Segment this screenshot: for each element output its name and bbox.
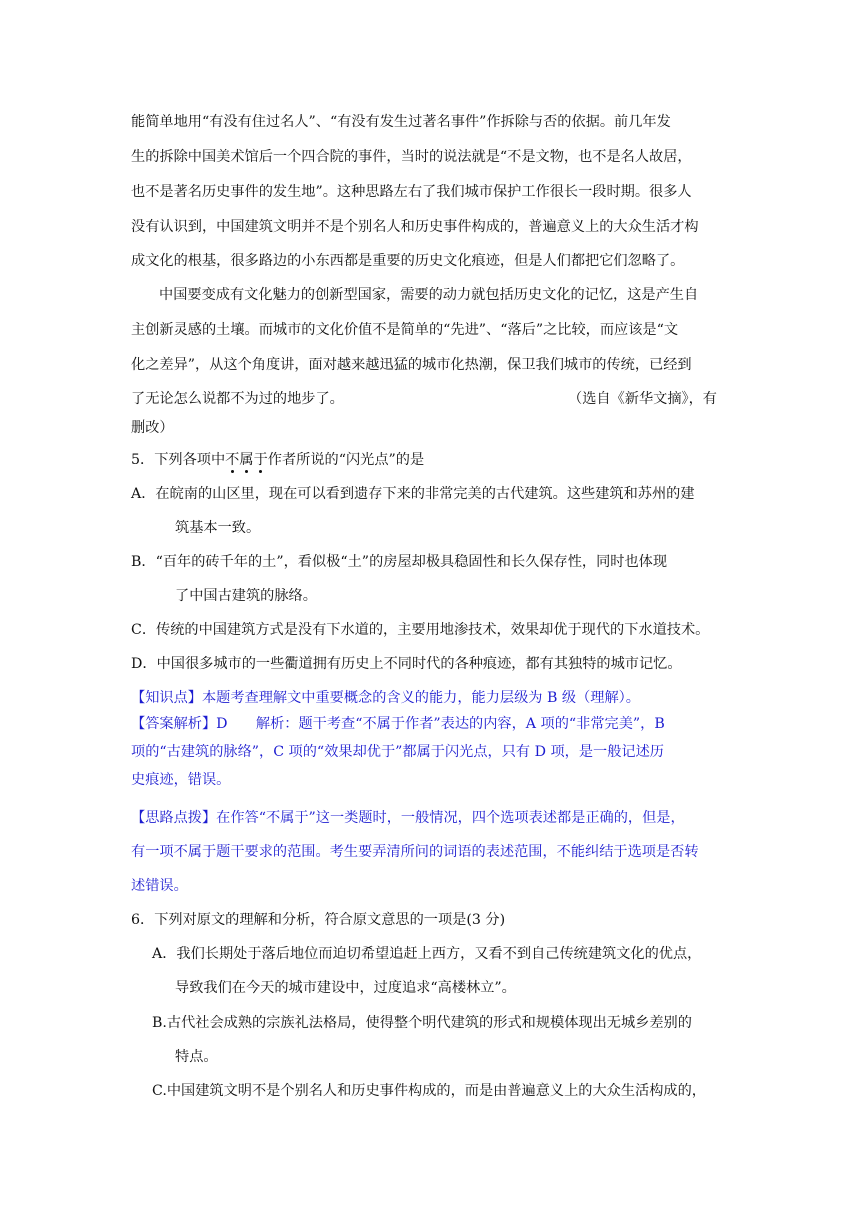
q5-stem-end: 作者所说的“闪光点”的是 xyxy=(267,452,425,468)
q5-option-a-line2: 筑基本一致。 xyxy=(175,520,261,536)
article-p2-line4: 了无论怎么说都不为过的地步了。 xyxy=(131,391,344,407)
article-p1-line2: 生的拆除中国美术馆后一个四合院的事件，当时的说法就是“不是文物，也不是名人故居， xyxy=(131,149,692,165)
q5-option-c: C．传统的中国建筑方式是没有下水道的，主要用地渗技术，效果却优于现代的下水道技术。 xyxy=(131,622,710,638)
q5-stem xyxy=(0,450,860,470)
article-source-continued: 删改） xyxy=(131,420,174,436)
q5-stem-start: 5．下列各项中 xyxy=(131,452,226,468)
q5-option-b-line2: 了中国古建筑的脉络。 xyxy=(175,588,317,604)
article-source: （选自《新华文摘》，有 xyxy=(568,391,717,407)
article-p2-line1: 中国要变成有文化魅力的创新型国家，需要的动力就包括历史文化的记忆，这是产生自 xyxy=(159,287,699,303)
q5-option-d: D．中国很多城市的一些衢道拥有历史上不同时代的各种痕迹，都有其独特的城市记忆。 xyxy=(131,656,682,672)
q6-option-a-line1: A．我们长期处于落后地位而迫切希望追赶上西方，又看不到自己传统建筑文化的优点， xyxy=(152,946,702,962)
article-p1-line4: 没有认识到，中国建筑文明并不是个别名人和历史事件构成的，普遍意义上的大众生活才构 xyxy=(131,219,699,235)
q5-answer-line2: 项的“古建筑的脉络”，C 项的“效果却优于”都属于闪光点，只有 D 项，是一般记述历 xyxy=(131,744,664,760)
q5-tips-line1: 【思路点拨】在作答“不属于”这一类题时，一般情况，四个选项表述都是正确的，但是， xyxy=(131,810,685,826)
article-p2-line2: 主创新灵感的土壤。而城市的文化价值不是简单的“先进”、“落后”之比较，而应该是“文 xyxy=(131,322,679,338)
q5-stem-emphasis-char: 属 xyxy=(239,452,254,468)
q6-stem: 6．下列对原文的理解和分析，符合原文意思的一项是(3 分) xyxy=(131,912,506,928)
q5-answer-line1: 【答案解析】D 解析：题干考查“不属于作者”表达的内容，A 项的“非常完美”，B xyxy=(131,716,665,732)
article-p2-line3: 化之差异”，从这个角度讲，面对越来越迅猛的城市化热潮，保卫我们城市的传统，已经到 xyxy=(131,357,692,373)
q5-stem-emphasis-char: 不 xyxy=(225,452,240,468)
q5-option-b-line1: B．“百年的砖千年的土”，看似极“土”的房屋却极具稳固性和长久保存性，同时也体现 xyxy=(131,554,668,570)
article-p1-line5: 成文化的根基，很多路边的小东西都是重要的历史文化痕迹，但是人们都把它们忽略了。 xyxy=(131,253,685,269)
q6-option-a-line2: 导致我们在今天的城市建设中，过度追求“高楼林立”。 xyxy=(175,980,516,996)
article-p1-line3: 也不是著名历史事件的发生地”。这种思路左右了我们城市保护工作很长一段时期。很多人 xyxy=(131,184,692,200)
q6-option-b-line2: 特点。 xyxy=(175,1049,218,1065)
q5-knowledge-point: 【知识点】本题考查理解文中重要概念的含义的能力，能力层级为 B 级（理解）。 xyxy=(131,690,640,706)
q5-stem-emphasis-char: 于 xyxy=(253,452,268,468)
q6-option-c-line1: C.中国建筑文明不是个别名人和历史事件构成的，而是由普遍意义上的大众生活构成的， xyxy=(152,1083,706,1099)
q5-tips-line3: 述错误。 xyxy=(131,878,188,894)
article-p1-line1: 能简单地用“有没有住过名人”、“有没有发生过著名事件”作拆除与否的依据。前几年发 xyxy=(131,114,671,130)
q5-tips-line2: 有一项不属于题干要求的范围。考生要弄清所问的词语的表述范围，不能纠结于选项是否转 xyxy=(131,844,699,860)
q5-option-a-line1: A．在皖南的山区里，现在可以看到遗存下来的非常完美的古代建筑。这些建筑和苏州的建 xyxy=(131,486,695,502)
q6-option-b-line1: B.古代社会成熟的宗族礼法格局，使得整个明代建筑的形式和规模体现出无城乡差别的 xyxy=(152,1015,692,1031)
q5-answer-line3: 史痕迹，错误。 xyxy=(131,772,231,788)
